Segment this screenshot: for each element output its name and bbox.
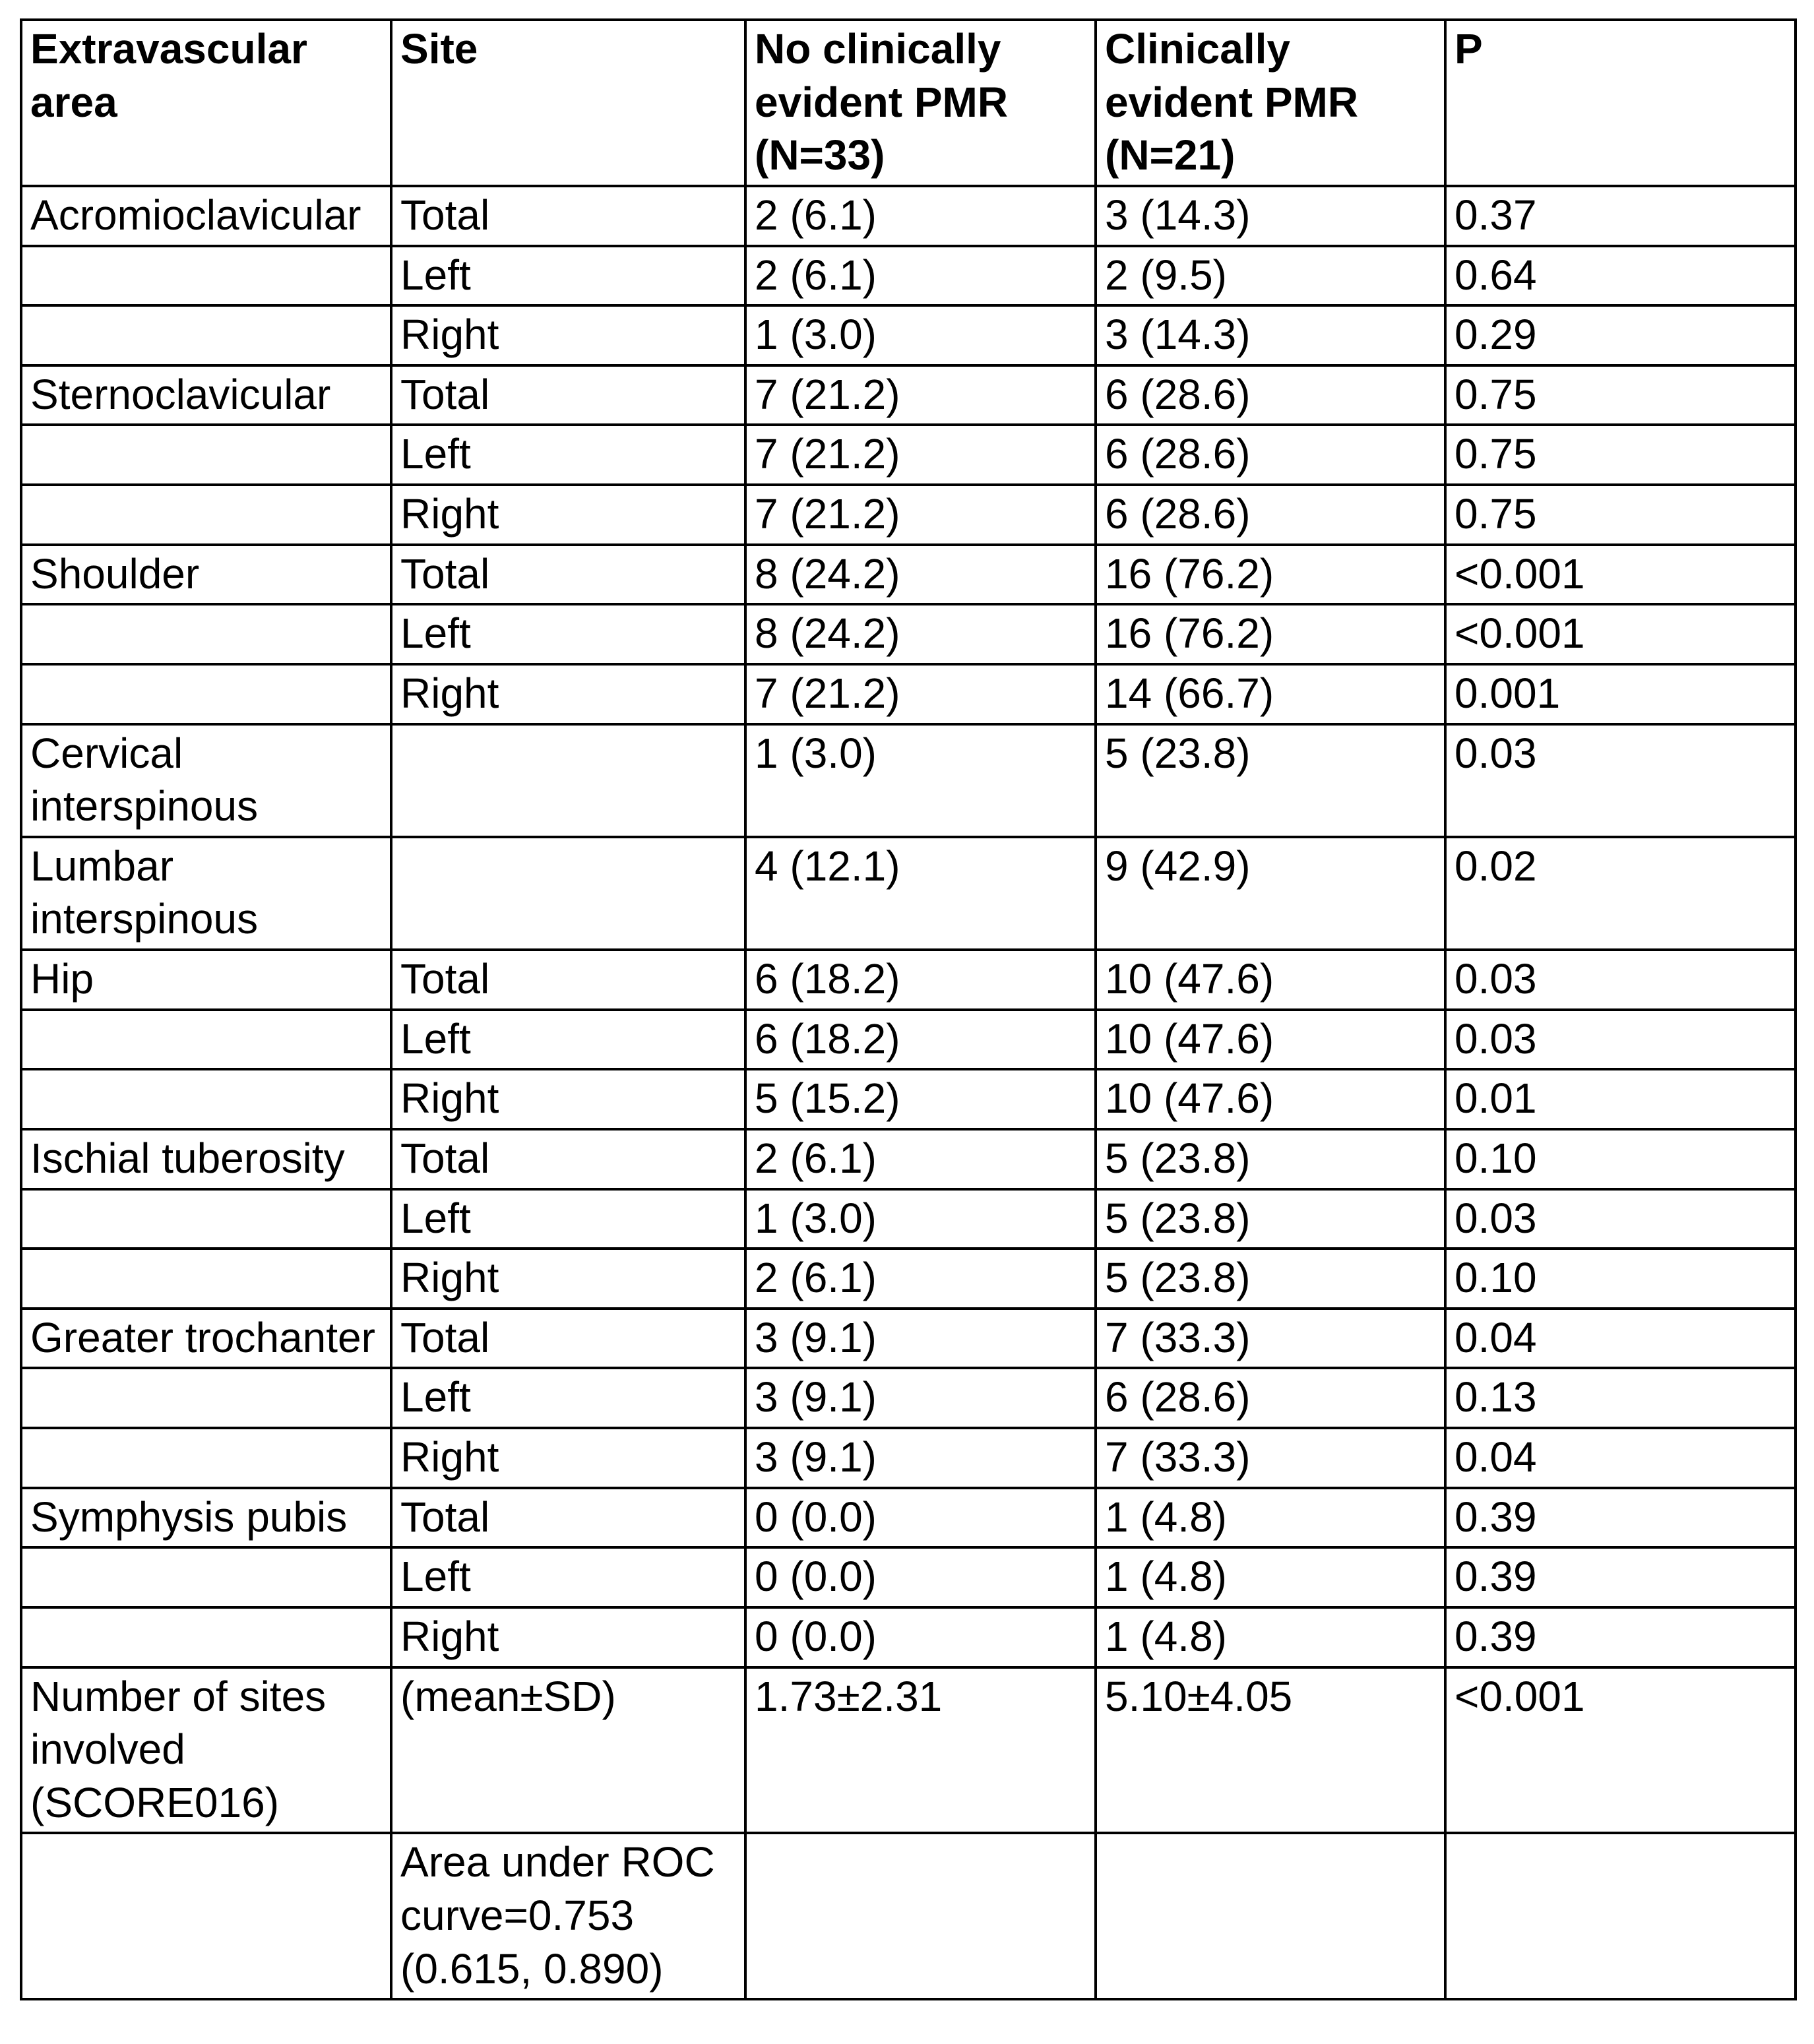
cell-extravascular-area: [21, 1833, 391, 1999]
cell-extravascular-area: [21, 1368, 391, 1428]
cell-no-pmr-value: 2 (6.1): [745, 246, 1096, 306]
cell-pmr-value: 1 (4.8): [1096, 1547, 1445, 1607]
cell-pmr-value: 3 (14.3): [1096, 305, 1445, 365]
cell-pmr-value: 1 (4.8): [1096, 1607, 1445, 1667]
cell-site: [391, 724, 745, 837]
table-row: [21, 425, 1796, 485]
table-row: [21, 1488, 1796, 1548]
cell-pmr-value: 16 (76.2): [1096, 545, 1445, 605]
cell-extravascular-area: Greater trochanter: [21, 1309, 391, 1369]
cell-site: Total: [391, 950, 745, 1010]
cell-extravascular-area: Lumbar interspinous: [21, 837, 391, 950]
table-row: [21, 1428, 1796, 1488]
cell-no-pmr-value: 1.73±2.31: [745, 1667, 1096, 1834]
table-body: [21, 186, 1796, 1999]
cell-p-value: 0.75: [1445, 365, 1796, 425]
cell-site: Left: [391, 246, 745, 306]
cell-extravascular-area: Cervical interspinous: [21, 724, 391, 837]
cell-no-pmr-value: 7 (21.2): [745, 425, 1096, 485]
table-row: [21, 186, 1796, 246]
cell-p-value: 0.39: [1445, 1488, 1796, 1548]
table-row: [21, 1607, 1796, 1667]
cell-p-value: 0.01: [1445, 1069, 1796, 1129]
cell-p-value: 0.37: [1445, 186, 1796, 246]
cell-pmr-value: 6 (28.6): [1096, 365, 1445, 425]
cell-extravascular-area: [21, 305, 391, 365]
cell-p-value: 0.04: [1445, 1309, 1796, 1369]
cell-extravascular-area: Number of sites involved (SCORE016): [21, 1667, 391, 1834]
cell-no-pmr-value: 4 (12.1): [745, 837, 1096, 950]
cell-site: Left: [391, 604, 745, 664]
cell-extravascular-area: [21, 1189, 391, 1249]
table-row: [21, 724, 1796, 837]
cell-site: Total: [391, 545, 745, 605]
cell-p-value: 0.64: [1445, 246, 1796, 306]
cell-site: Total: [391, 186, 745, 246]
cell-p-value: 0.10: [1445, 1249, 1796, 1309]
table-row: [21, 1010, 1796, 1070]
table-row: [21, 1547, 1796, 1607]
cell-p-value: [1445, 1833, 1796, 1999]
cell-extravascular-area: Shoulder: [21, 545, 391, 605]
header-row: [21, 20, 1796, 186]
cell-extravascular-area: Hip: [21, 950, 391, 1010]
cell-extravascular-area: [21, 664, 391, 724]
cell-pmr-value: 10 (47.6): [1096, 950, 1445, 1010]
table-row: [21, 246, 1796, 306]
cell-p-value: 0.75: [1445, 425, 1796, 485]
cell-site: Left: [391, 1010, 745, 1070]
cell-no-pmr-value: 3 (9.1): [745, 1428, 1096, 1488]
cell-p-value: 0.04: [1445, 1428, 1796, 1488]
cell-no-pmr-value: 7 (21.2): [745, 664, 1096, 724]
table-row: [21, 365, 1796, 425]
cell-no-pmr-value: 2 (6.1): [745, 1249, 1096, 1309]
table-row: [21, 485, 1796, 545]
table-row: [21, 305, 1796, 365]
cell-extravascular-area: [21, 246, 391, 306]
cell-extravascular-area: [21, 1607, 391, 1667]
cell-extravascular-area: Ischial tuberosity: [21, 1129, 391, 1189]
cell-site: Area under ROC curve=0.753 (0.615, 0.890): [391, 1833, 745, 1999]
table-row: [21, 950, 1796, 1010]
cell-no-pmr-value: 3 (9.1): [745, 1368, 1096, 1428]
cell-no-pmr-value: 0 (0.0): [745, 1547, 1096, 1607]
col-header-p-value: P: [1445, 20, 1796, 186]
cell-site: (mean±SD): [391, 1667, 745, 1834]
cell-no-pmr-value: 6 (18.2): [745, 1010, 1096, 1070]
cell-p-value: 0.03: [1445, 1189, 1796, 1249]
cell-p-value: 0.001: [1445, 664, 1796, 724]
cell-p-value: 0.02: [1445, 837, 1796, 950]
extravascular-pmr-table: [20, 18, 1797, 2000]
cell-site: Left: [391, 1189, 745, 1249]
cell-extravascular-area: Symphysis pubis: [21, 1488, 391, 1548]
cell-no-pmr-value: 0 (0.0): [745, 1488, 1096, 1548]
cell-pmr-value: 7 (33.3): [1096, 1309, 1445, 1369]
table-row: [21, 837, 1796, 950]
cell-pmr-value: 5 (23.8): [1096, 1249, 1445, 1309]
cell-site: Left: [391, 1547, 745, 1607]
table-row: [21, 1249, 1796, 1309]
cell-site: Total: [391, 1129, 745, 1189]
cell-site: Right: [391, 1428, 745, 1488]
cell-pmr-value: 10 (47.6): [1096, 1069, 1445, 1129]
cell-p-value: 0.39: [1445, 1607, 1796, 1667]
cell-site: Left: [391, 425, 745, 485]
cell-extravascular-area: [21, 485, 391, 545]
cell-pmr-value: 6 (28.6): [1096, 485, 1445, 545]
cell-pmr-value: 5 (23.8): [1096, 1129, 1445, 1189]
col-header-pmr: Clinically evident PMR (N=21): [1096, 20, 1445, 186]
cell-extravascular-area: [21, 1069, 391, 1129]
cell-extravascular-area: [21, 1010, 391, 1070]
cell-no-pmr-value: 8 (24.2): [745, 604, 1096, 664]
col-header-no-pmr: No clinically evident PMR (N=33): [745, 20, 1096, 186]
table-row: [21, 664, 1796, 724]
cell-pmr-value: 5 (23.8): [1096, 1189, 1445, 1249]
cell-no-pmr-value: 1 (3.0): [745, 724, 1096, 837]
cell-pmr-value: 5.10±4.05: [1096, 1667, 1445, 1834]
cell-p-value: <0.001: [1445, 545, 1796, 605]
cell-p-value: 0.03: [1445, 1010, 1796, 1070]
cell-extravascular-area: Sternoclavicular: [21, 365, 391, 425]
cell-pmr-value: 3 (14.3): [1096, 186, 1445, 246]
table-row: [21, 1667, 1796, 1834]
cell-site: Right: [391, 305, 745, 365]
cell-pmr-value: 1 (4.8): [1096, 1488, 1445, 1548]
table-row: [21, 1069, 1796, 1129]
cell-p-value: <0.001: [1445, 604, 1796, 664]
cell-p-value: <0.001: [1445, 1667, 1796, 1834]
cell-extravascular-area: Acromioclavicular: [21, 186, 391, 246]
cell-pmr-value: [1096, 1833, 1445, 1999]
cell-no-pmr-value: 8 (24.2): [745, 545, 1096, 605]
table-row: [21, 1368, 1796, 1428]
cell-extravascular-area: [21, 604, 391, 664]
cell-extravascular-area: [21, 1249, 391, 1309]
cell-p-value: 0.29: [1445, 305, 1796, 365]
table-row: [21, 545, 1796, 605]
cell-site: Right: [391, 1069, 745, 1129]
cell-no-pmr-value: 3 (9.1): [745, 1309, 1096, 1369]
cell-no-pmr-value: [745, 1833, 1096, 1999]
cell-no-pmr-value: 7 (21.2): [745, 485, 1096, 545]
cell-no-pmr-value: 2 (6.1): [745, 186, 1096, 246]
cell-p-value: 0.39: [1445, 1547, 1796, 1607]
cell-pmr-value: 6 (28.6): [1096, 1368, 1445, 1428]
cell-pmr-value: 2 (9.5): [1096, 246, 1445, 306]
cell-pmr-value: 5 (23.8): [1096, 724, 1445, 837]
cell-extravascular-area: [21, 1428, 391, 1488]
col-header-site: Site: [391, 20, 745, 186]
cell-no-pmr-value: 6 (18.2): [745, 950, 1096, 1010]
cell-p-value: 0.75: [1445, 485, 1796, 545]
cell-site: Total: [391, 365, 745, 425]
cell-no-pmr-value: 0 (0.0): [745, 1607, 1096, 1667]
cell-site: Total: [391, 1488, 745, 1548]
cell-site: Right: [391, 1249, 745, 1309]
cell-site: Right: [391, 485, 745, 545]
cell-no-pmr-value: 1 (3.0): [745, 1189, 1096, 1249]
cell-pmr-value: 16 (76.2): [1096, 604, 1445, 664]
cell-extravascular-area: [21, 425, 391, 485]
cell-pmr-value: 6 (28.6): [1096, 425, 1445, 485]
cell-p-value: 0.03: [1445, 724, 1796, 837]
cell-extravascular-area: [21, 1547, 391, 1607]
cell-site: Right: [391, 1607, 745, 1667]
col-header-extravascular-area: Extravascular area: [21, 20, 391, 186]
cell-pmr-value: 9 (42.9): [1096, 837, 1445, 950]
cell-site: Right: [391, 664, 745, 724]
cell-no-pmr-value: 2 (6.1): [745, 1129, 1096, 1189]
cell-site: Left: [391, 1368, 745, 1428]
cell-site: Total: [391, 1309, 745, 1369]
cell-pmr-value: 10 (47.6): [1096, 1010, 1445, 1070]
cell-pmr-value: 14 (66.7): [1096, 664, 1445, 724]
cell-p-value: 0.03: [1445, 950, 1796, 1010]
table-row: [21, 604, 1796, 664]
table-row: [21, 1129, 1796, 1189]
table-row: [21, 1833, 1796, 1999]
table-row: [21, 1189, 1796, 1249]
cell-p-value: 0.10: [1445, 1129, 1796, 1189]
cell-p-value: 0.13: [1445, 1368, 1796, 1428]
cell-no-pmr-value: 5 (15.2): [745, 1069, 1096, 1129]
cell-site: [391, 837, 745, 950]
cell-pmr-value: 7 (33.3): [1096, 1428, 1445, 1488]
cell-no-pmr-value: 1 (3.0): [745, 305, 1096, 365]
table-row: [21, 1309, 1796, 1369]
cell-no-pmr-value: 7 (21.2): [745, 365, 1096, 425]
